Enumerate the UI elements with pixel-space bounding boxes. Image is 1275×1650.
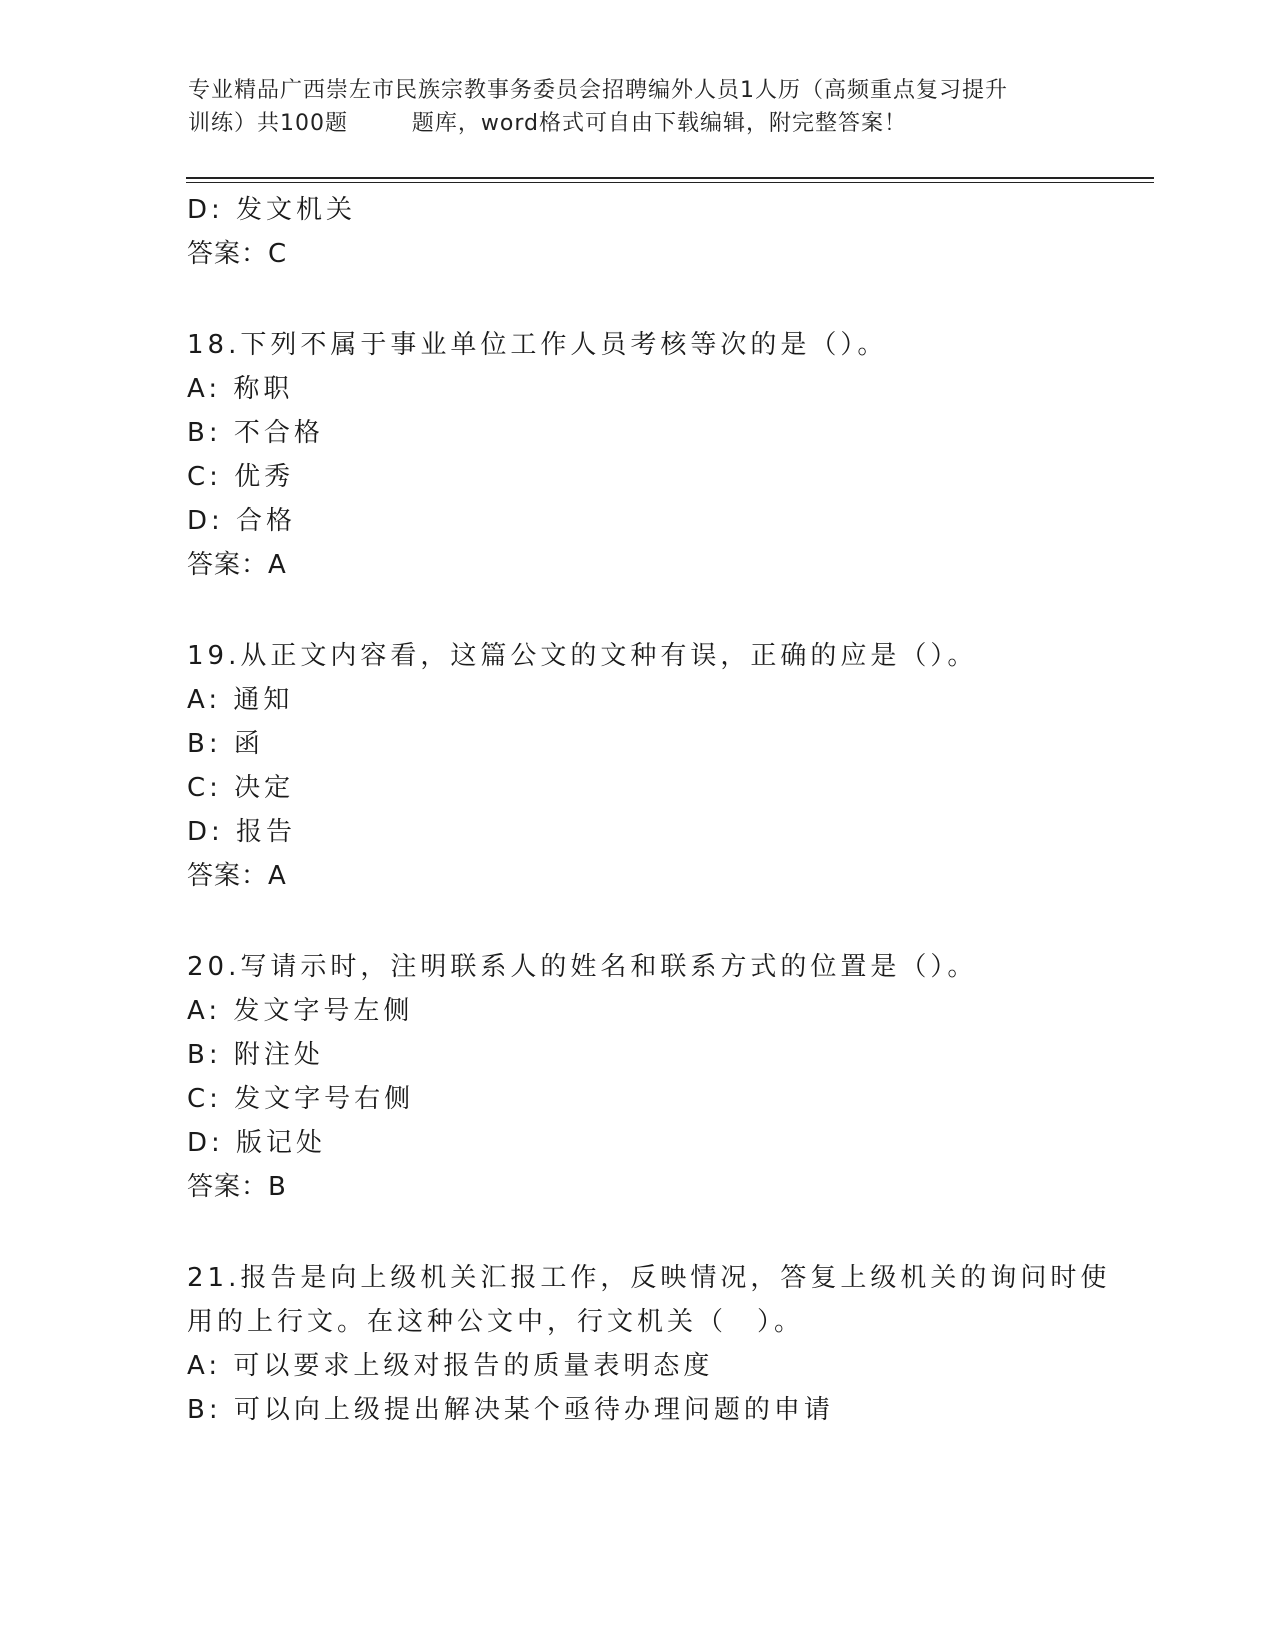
question-18: 18.下列不属于事业单位工作人员考核等次的是（）。 (187, 330, 888, 360)
question-19: 19.从正文内容看，这篇公文的文种有误，正确的应是（）。 (187, 641, 978, 671)
header-divider-thin (186, 182, 1154, 183)
q19-option-d: D: 报告 (187, 817, 297, 847)
q20-answer: 答案：B (187, 1172, 287, 1202)
q18-option-d: D: 合格 (187, 506, 297, 536)
prev-answer: 答案：C (187, 239, 288, 269)
q18-option-a: A: 称职 (187, 374, 294, 404)
q20-option-a: A: 发文字号左侧 (187, 996, 414, 1026)
header-title-line-2: 训练）共100题 题库，word格式可自由下载编辑，附完整答案！ (188, 111, 908, 136)
question-20: 20.写请示时，注明联系人的姓名和联系方式的位置是（）。 (187, 952, 978, 982)
q19-option-b: B: 函 (187, 729, 264, 759)
header-title-line-1: 专业精品广西崇左市民族宗教事务委员会招聘编外人员1人历（高频重点复习提升 (188, 78, 1008, 103)
q21-option-a: A: 可以要求上级对报告的质量表明态度 (187, 1351, 714, 1381)
document-header (188, 74, 1088, 140)
q19-answer: 答案：A (187, 861, 287, 891)
q20-option-c: C: 发文字号右侧 (187, 1084, 415, 1114)
q21-option-b: B: 可以向上级提出解决某个亟待办理问题的申请 (187, 1395, 834, 1425)
q19-option-c: C: 决定 (187, 773, 295, 803)
q18-option-b: B: 不合格 (187, 418, 324, 448)
q18-option-c: C: 优秀 (187, 462, 295, 492)
header-divider-thick (186, 177, 1154, 179)
question-21-line-1: 21.报告是向上级机关汇报工作，反映情况，答复上级机关的询问时使 (187, 1263, 1111, 1293)
q20-option-b: B: 附注处 (187, 1040, 324, 1070)
prev-option-d: D: 发文机关 (187, 195, 357, 225)
question-21-line-2: 用的上行文。在这种公文中，行文机关（ ）。 (187, 1307, 805, 1337)
q18-answer: 答案：A (187, 550, 287, 580)
q19-option-a: A: 通知 (187, 685, 294, 715)
q20-option-d: D: 版记处 (187, 1128, 327, 1158)
